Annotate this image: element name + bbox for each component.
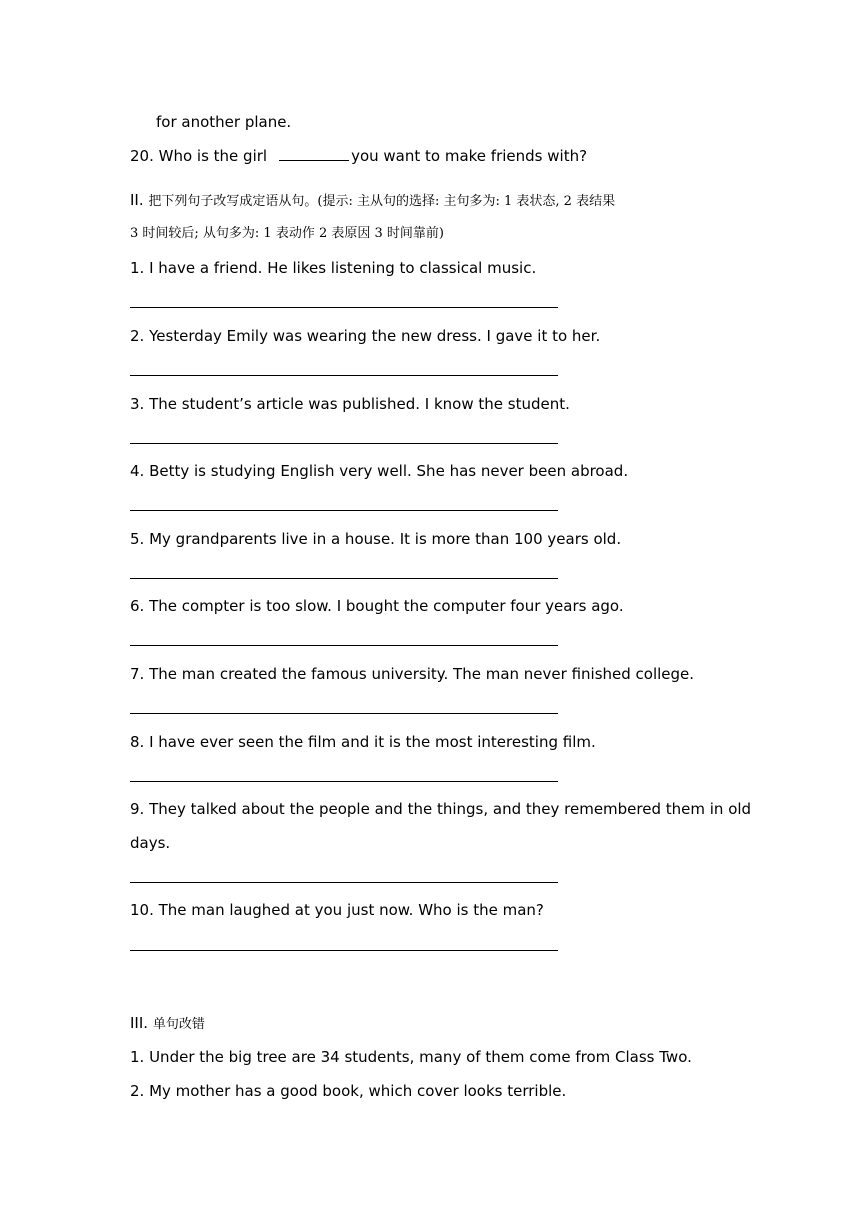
part-iii-title: 单句改错 bbox=[152, 1017, 205, 1032]
rewrite-item-10: 10. The man laughed at you just now. Who is the man? bbox=[130, 901, 544, 919]
rewrite-item-2: 2. Yesterday Emily was wearing the new dress. I gave it to her. bbox=[130, 327, 601, 345]
rewrite-item-3: 3. The student’s article was published. I know the student. bbox=[130, 395, 570, 413]
answer-line-3[interactable] bbox=[130, 443, 558, 444]
correction-item-1: 1. Under the big tree are 34 students, many of them come from Class Two. bbox=[130, 1048, 692, 1066]
part-ii-instruction-2: 3 时间较后; 从句多为: 1 表动作 2 表原因 3 时间靠前) bbox=[130, 226, 444, 241]
answer-line-8[interactable] bbox=[130, 781, 558, 782]
part-iii-heading-line bbox=[130, 1013, 205, 1035]
rewrite-item-8: 8. I have ever seen the film and it is the most interesting film. bbox=[130, 733, 596, 751]
part-ii-heading: II. bbox=[130, 191, 144, 209]
answer-line-10[interactable] bbox=[130, 950, 558, 951]
q20-after-blank: you want to make friends with? bbox=[351, 147, 588, 165]
q19-continuation: for another plane. bbox=[156, 113, 292, 131]
answer-line-6[interactable] bbox=[130, 645, 558, 646]
q20-before-blank: 20. Who is the girl bbox=[130, 147, 268, 165]
rewrite-item-7: 7. The man created the famous university. The man never finished college. bbox=[130, 665, 695, 683]
answer-line-4[interactable] bbox=[130, 510, 558, 511]
q20 bbox=[130, 146, 587, 166]
answer-line-1[interactable] bbox=[130, 307, 558, 308]
answer-line-2[interactable] bbox=[130, 375, 558, 376]
part-iii-heading: III. bbox=[130, 1014, 149, 1032]
rewrite-item-9: 9. They talked about the people and the things, and they remembered them in old bbox=[130, 800, 752, 818]
part-ii-instruction-line-1 bbox=[130, 190, 615, 212]
correction-item-2: 2. My mother has a good book, which cover looks terrible. bbox=[130, 1082, 567, 1100]
rewrite-item-9-continuation: days. bbox=[130, 834, 171, 852]
answer-line-9[interactable] bbox=[130, 882, 558, 883]
rewrite-item-6: 6. The compter is too slow. I bought the computer four years ago. bbox=[130, 597, 624, 615]
rewrite-item-4: 4. Betty is studying English very well. She has never been abroad. bbox=[130, 462, 629, 480]
rewrite-item-5: 5. My grandparents live in a house. It is more than 100 years old. bbox=[130, 530, 622, 548]
rewrite-item-1: 1. I have a friend. He likes listening to classical music. bbox=[130, 259, 537, 277]
part-ii-instruction-1: 把下列句子改写成定语从句。(提示: 主从句的选择: 主句多为: 1 表状态, 2 表结果 bbox=[148, 194, 616, 209]
answer-line-5[interactable] bbox=[130, 578, 558, 579]
answer-line-7[interactable] bbox=[130, 713, 558, 714]
q20-blank[interactable] bbox=[279, 146, 349, 161]
